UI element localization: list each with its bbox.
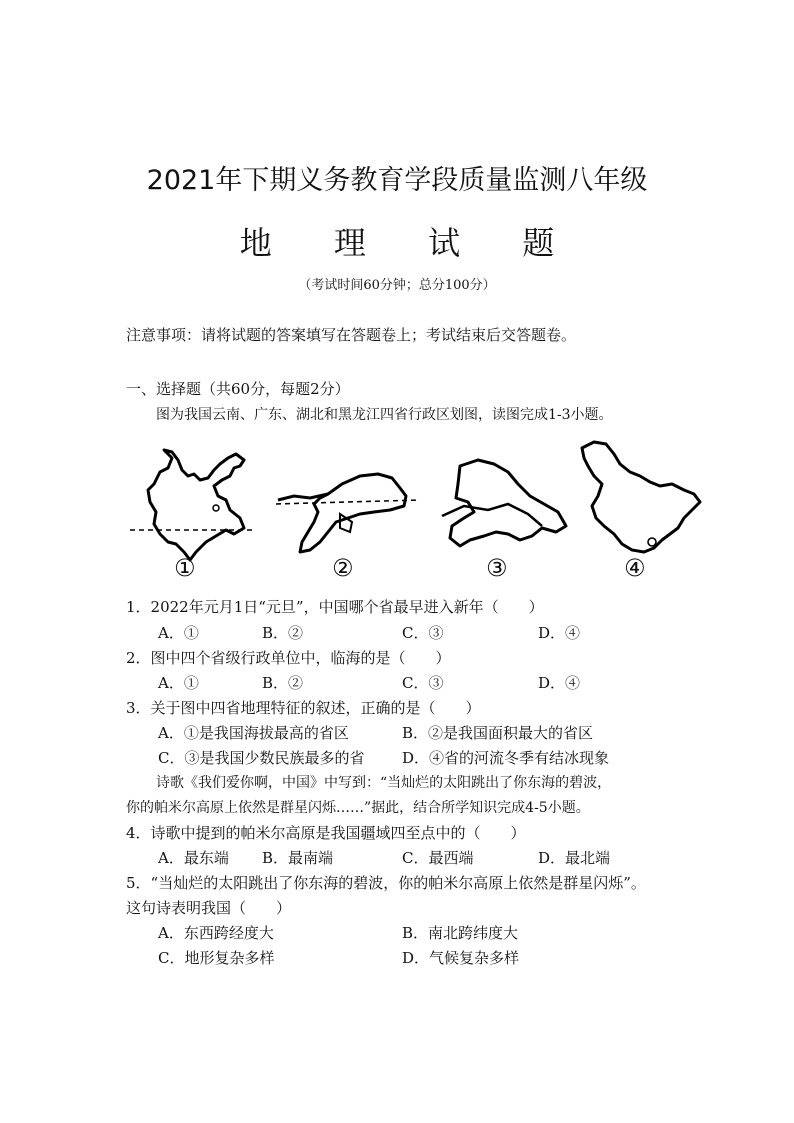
yunnan-map bbox=[130, 440, 260, 570]
q3-option-c: C．③是我国少数民族最多的省 bbox=[158, 749, 365, 767]
q5-option-d: D．气候复杂多样 bbox=[402, 949, 520, 967]
q3-option-b: B．②是我国面积最大的省区 bbox=[402, 724, 594, 742]
guangdong-map bbox=[270, 458, 430, 568]
hubei-map bbox=[438, 456, 578, 566]
q3-option-d: D．④省的河流冬季有结冰现象 bbox=[402, 749, 610, 767]
question-4: 4．诗歌中提到的帕米尔高原是我国疆域四至点中的（ ） bbox=[126, 824, 526, 842]
map-label-4: ④ bbox=[624, 554, 646, 582]
question-1: 1．2022年元月1日“元旦”，中国哪个省最早进入新年（ ） bbox=[126, 598, 544, 616]
q4-option-a: A．最东端 bbox=[158, 849, 229, 867]
q4-option-c: C．最西端 bbox=[402, 849, 474, 867]
exam-info: （考试时间60分钟；总分100分） bbox=[298, 278, 496, 293]
q3-option-a: A．①是我国海拔最高的省区 bbox=[158, 724, 349, 742]
map-label-2: ② bbox=[332, 554, 354, 582]
map-label-1: ① bbox=[174, 554, 196, 582]
question-5-line-2: 这句诗表明我国（ ） bbox=[126, 899, 292, 917]
heilongjiang-map bbox=[574, 436, 714, 566]
question-3: 3．关于图中四省地理特征的叙述，正确的是（ ） bbox=[126, 699, 481, 717]
exam-title: 2021年下期义务教育学段质量监测八年级 bbox=[146, 165, 648, 196]
q5-option-b: B．南北跨纬度大 bbox=[402, 924, 519, 942]
poem-intro-line-1: 诗歌《我们爱你啊，中国》中写到：“当灿烂的太阳跳出了你东海的碧波， bbox=[156, 775, 612, 791]
q1-option-c: C．③ bbox=[402, 624, 444, 642]
question-5-line-1: 5．“当灿烂的太阳跳出了你东海的碧波，你的帕米尔高原上依然是群星闪烁”。 bbox=[126, 874, 646, 892]
section-intro: 图为我国云南、广东、湖北和黑龙江四省行政区划图，读图完成1-3小题。 bbox=[156, 407, 613, 423]
notice-text: 注意事项：请将试题的答案填写在答题卷上；考试结束后交答题卷。 bbox=[126, 326, 577, 344]
subject-title: 地 理 试 题 bbox=[239, 224, 581, 262]
q5-option-a: A．东西跨经度大 bbox=[158, 924, 274, 942]
q1-option-d: D．④ bbox=[538, 624, 581, 642]
q1-option-a: A．① bbox=[158, 624, 199, 642]
q4-option-b: B．最南端 bbox=[262, 849, 334, 867]
question-2: 2．图中四个省级行政单位中，临海的是（ ） bbox=[126, 649, 451, 667]
province-maps bbox=[120, 432, 710, 592]
section-heading: 一、选择题（共60分，每题2分） bbox=[126, 380, 350, 398]
poem-intro-line-2: 你的帕米尔高原上依然是群星闪烁……”据此，结合所学知识完成4-5小题。 bbox=[126, 800, 590, 816]
q2-option-b: B．② bbox=[262, 674, 304, 692]
map-label-3: ③ bbox=[486, 554, 508, 582]
q4-option-d: D．最北端 bbox=[538, 849, 611, 867]
q2-option-a: A．① bbox=[158, 674, 199, 692]
q2-option-c: C．③ bbox=[402, 674, 444, 692]
q5-option-c: C．地形复杂多样 bbox=[158, 949, 275, 967]
q2-option-d: D．④ bbox=[538, 674, 581, 692]
q1-option-b: B．② bbox=[262, 624, 304, 642]
